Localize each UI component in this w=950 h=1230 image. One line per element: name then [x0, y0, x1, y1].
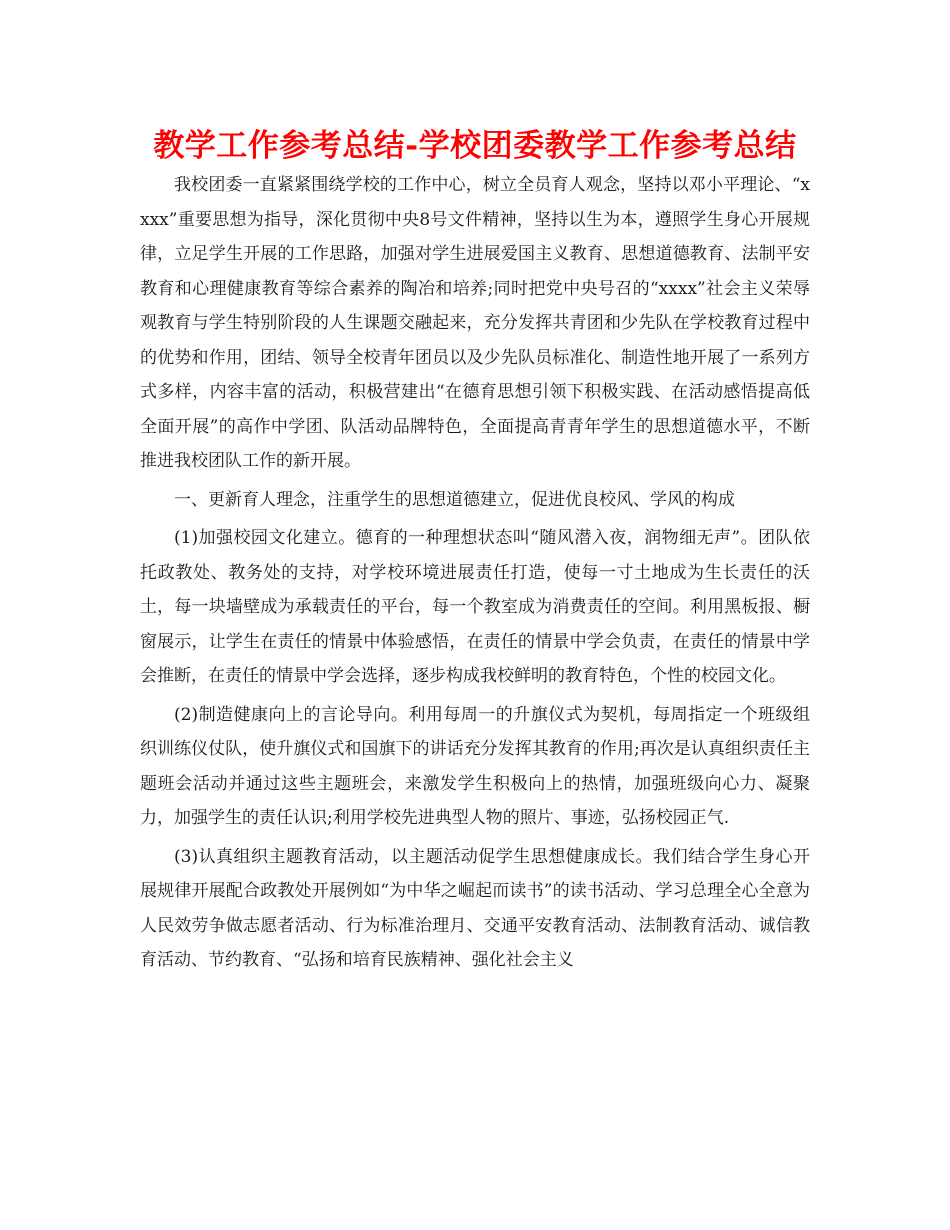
document-title: 教学工作参考总结-学校团委教学工作参考总结 [153, 128, 797, 164]
paragraph-item-1: (1)加强校园文化建立。德育的一种理想状态叫“随风潜入夜，润物细无声”。团队依托政教处、教务处的支持，对学校环境进展责任打造，使每一寸土地成为生长责任的沃土，每一块墙壁成为承载责任的平台，每一个教室成为消费责任的空间。利用黑板报、橱窗展示，让学生在责任的情景中体验感悟，在责任的情景中学会负责，在责任的情景中学会推断，在责任的情景中学会选择，逐步构成我校鲜明的教育特色，个性的校园文化。 [140, 528, 810, 686]
document-body [140, 168, 810, 978]
paragraph-item-2: (2)制造健康向上的言论导向。利用每周一的升旗仪式为契机，每周指定一个班级组织训练仪仗队，使升旗仪式和国旗下的讲话充分发挥其教育的作用;再次是认真组织责任主题班会活动并通过这些主题班会，来激发学生积极向上的热情，加强班级向心力、凝聚力，加强学生的责任认识;利用学校先进典型人物的照片、事迹，弘扬校园正气. [140, 704, 810, 828]
section-heading: 一、更新育人理念，注重学生的思想道德建立，促进优良校风、学风的构成 [174, 489, 735, 510]
paragraph-intro: 我校团委一直紧紧围绕学校的工作中心，树立全员育人观念，坚持以邓小平理论、“xxxx”重要思想为指导，深化贯彻中央8号文件精神，坚持以生为本，遵照学生身心开展规律，立足学生开展的工作思路，加强对学生进展爱国主义教育、思想道德教育、法制平安教育和心理健康教育等综合素养的陶冶和培养;同时把党中央号召的“xxxx”社会主义荣辱观教育与学生特别阶段的人生课题交融起来，充分发挥共青团和少先队在学校教育过程中的优势和作用，团结、领导全校青年团员以及少先队员标准化、制造性地开展了一系列方式多样，内容丰富的活动，积极营建出“在德育思想引领下积极实践、在活动感悟提高低全面开展”的高作中学团、队活动品牌特色，全面提高青青年学生的思想道德水平，不断推进我校团队工作的新开展。 [140, 175, 810, 471]
paragraph-item-3: (3)认真组织主题教育活动，以主题活动促学生思想健康成长。我们结合学生身心开展规律开展配合政教处开展例如“为中华之崛起而读书”的读书活动、学习总理全心全意为人民效劳争做志愿者活动、行为标准治理月、交通平安教育活动、法制教育活动、诚信教育活动、节约教育、“弘扬和培育民族精神、强化社会主义 [140, 846, 810, 970]
